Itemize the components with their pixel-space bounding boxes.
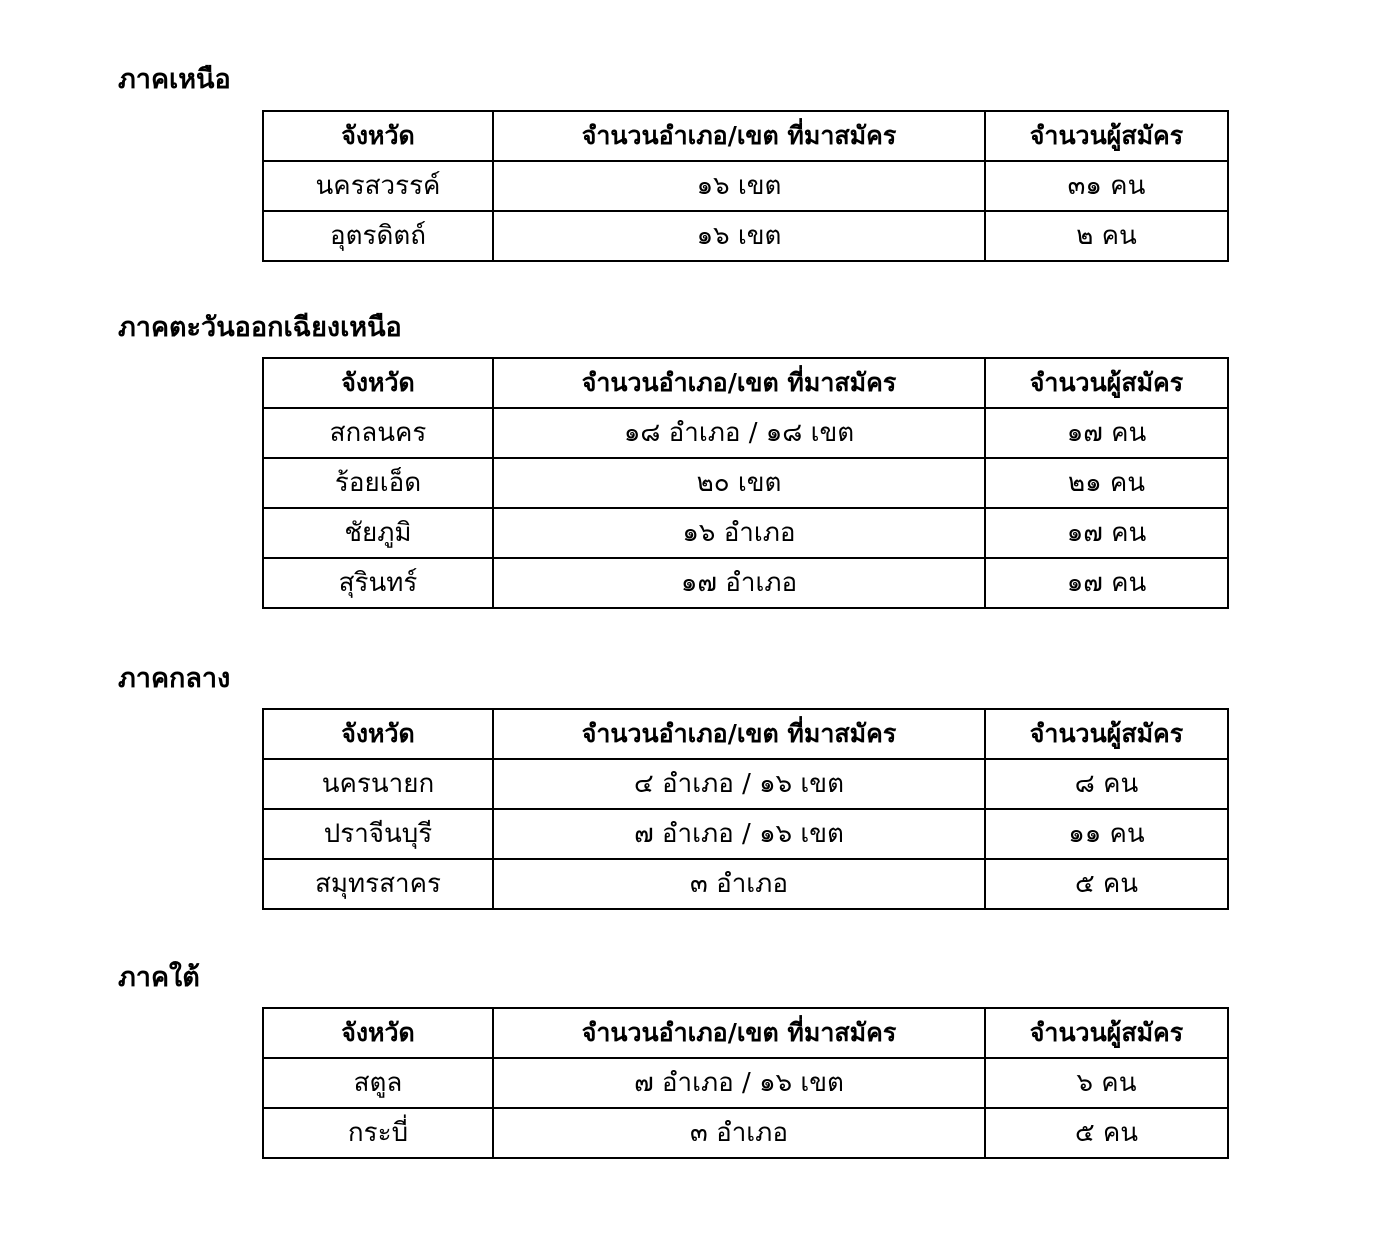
cell-province: สกลนคร xyxy=(263,408,493,458)
cell-province: กระบี่ xyxy=(263,1108,493,1158)
table-row xyxy=(263,558,1228,608)
cell-applicants: ๘ คน xyxy=(985,759,1228,809)
header-districts: จำนวนอำเภอ/เขต ที่มาสมัคร xyxy=(493,358,985,408)
cell-districts: ๗ อำเภอ / ๑๖ เขต xyxy=(493,1058,985,1108)
header-province: จังหวัด xyxy=(263,709,493,759)
cell-province: นครนายก xyxy=(263,759,493,809)
cell-applicants: ๕ คน xyxy=(985,859,1228,909)
table-row xyxy=(263,809,1228,859)
cell-districts: ๗ อำเภอ / ๑๖ เขต xyxy=(493,809,985,859)
region-title-central: ภาคกลาง xyxy=(118,663,231,694)
header-districts: จำนวนอำเภอ/เขต ที่มาสมัคร xyxy=(493,709,985,759)
table-header-row xyxy=(263,709,1228,759)
cell-applicants: ๑๗ คน xyxy=(985,408,1228,458)
table-row xyxy=(263,759,1228,809)
table-row xyxy=(263,1108,1228,1158)
table-row xyxy=(263,458,1228,508)
cell-applicants: ๒ คน xyxy=(985,211,1228,261)
table-northeast xyxy=(262,357,1229,609)
cell-applicants: ๖ คน xyxy=(985,1058,1228,1108)
cell-districts: ๓ อำเภอ xyxy=(493,1108,985,1158)
header-applicants: จำนวนผู้สมัคร xyxy=(985,111,1228,161)
table-row xyxy=(263,508,1228,558)
cell-districts: ๑๖ อำเภอ xyxy=(493,508,985,558)
cell-province: สตูล xyxy=(263,1058,493,1108)
cell-applicants: ๑๗ คน xyxy=(985,508,1228,558)
cell-districts: ๔ อำเภอ / ๑๖ เขต xyxy=(493,759,985,809)
table-north xyxy=(262,110,1229,262)
table-header-row xyxy=(263,1008,1228,1058)
cell-province: สมุทรสาคร xyxy=(263,859,493,909)
cell-province: ปราจีนบุรี xyxy=(263,809,493,859)
cell-districts: ๓ อำเภอ xyxy=(493,859,985,909)
table-row xyxy=(263,859,1228,909)
cell-applicants: ๕ คน xyxy=(985,1108,1228,1158)
cell-districts: ๑๗ อำเภอ xyxy=(493,558,985,608)
table-row xyxy=(263,408,1228,458)
cell-province: ร้อยเอ็ด xyxy=(263,458,493,508)
cell-applicants: ๒๑ คน xyxy=(985,458,1228,508)
cell-districts: ๑๘ อำเภอ / ๑๘ เขต xyxy=(493,408,985,458)
cell-districts: ๑๖ เขต xyxy=(493,211,985,261)
header-applicants: จำนวนผู้สมัคร xyxy=(985,709,1228,759)
header-applicants: จำนวนผู้สมัคร xyxy=(985,1008,1228,1058)
region-title-northeast: ภาคตะวันออกเฉียงเหนือ xyxy=(118,312,402,343)
table-row xyxy=(263,1058,1228,1108)
cell-province: อุตรดิตถ์ xyxy=(263,211,493,261)
table-header-row xyxy=(263,358,1228,408)
cell-districts: ๑๖ เขต xyxy=(493,161,985,211)
cell-districts: ๒๐ เขต xyxy=(493,458,985,508)
cell-province: ชัยภูมิ xyxy=(263,508,493,558)
table-row xyxy=(263,211,1228,261)
table-header-row xyxy=(263,111,1228,161)
cell-province: สุรินทร์ xyxy=(263,558,493,608)
header-province: จังหวัด xyxy=(263,111,493,161)
header-province: จังหวัด xyxy=(263,1008,493,1058)
table-south xyxy=(262,1007,1229,1159)
header-applicants: จำนวนผู้สมัคร xyxy=(985,358,1228,408)
header-districts: จำนวนอำเภอ/เขต ที่มาสมัคร xyxy=(493,1008,985,1058)
cell-province: นครสวรรค์ xyxy=(263,161,493,211)
table-central xyxy=(262,708,1229,910)
cell-applicants: ๑๑ คน xyxy=(985,809,1228,859)
table-row xyxy=(263,161,1228,211)
region-title-south: ภาคใต้ xyxy=(118,962,200,993)
header-province: จังหวัด xyxy=(263,358,493,408)
cell-applicants: ๓๑ คน xyxy=(985,161,1228,211)
region-title-north: ภาคเหนือ xyxy=(118,64,231,95)
header-districts: จำนวนอำเภอ/เขต ที่มาสมัคร xyxy=(493,111,985,161)
cell-applicants: ๑๗ คน xyxy=(985,558,1228,608)
